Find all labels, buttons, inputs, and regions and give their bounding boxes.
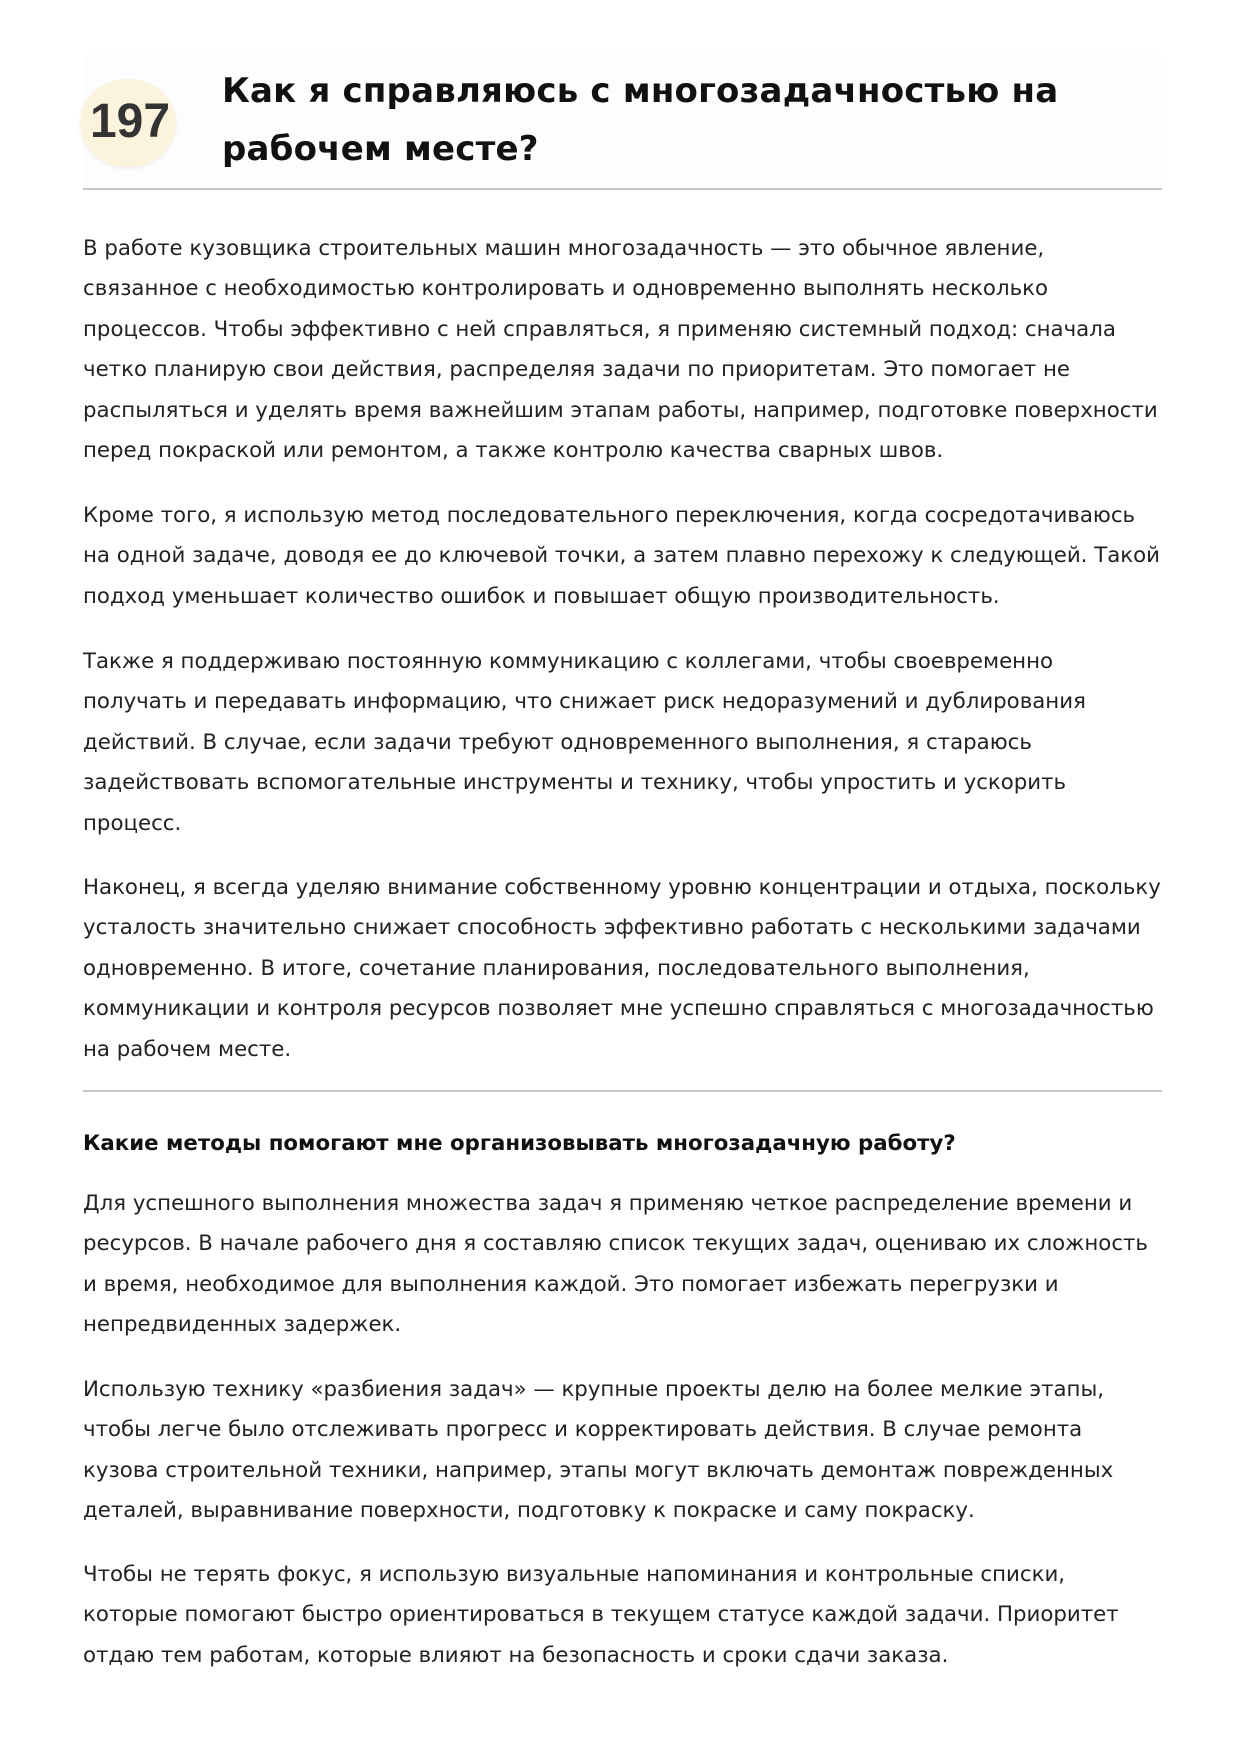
followup-question-title: Какие методы помогают мне организовывать многозадачную работу? [83,1131,956,1156]
followup-paragraph: Использую технику «разбиения задач» — крупные проекты делю на более мелкие этапы, чтобы легче было отслеживать прогресс и корректировать действия. В случае ремонта кузова строительной техники, например, этапы могут включать демонтаж поврежденных деталей, выравнивание поверхности, подготовку к покраске и саму покраску. [83,1377,1114,1524]
followup-paragraph: Чтобы не терять фокус, я использую визуальные напоминания и контрольные списки, которые помогают быстро ориентироваться в текущем статусе каждой задачи. Приоритет отдаю тем работам, которые влияют на безопасность и сроки сдачи заказа. [83,1562,1119,1668]
question-title: Как я справляюсь с многозадачностью на рабочем месте? [222,71,1059,169]
section-divider [83,1090,1162,1092]
answer-paragraph: Также я поддерживаю постоянную коммуникацию с коллегами, чтобы своевременно получать и передавать информацию, что снижает риск недоразумений и дублирования действий. В случае, если задачи требуют одновременного выполнения, я стараюсь задействовать вспомогательные инструменты и технику, чтобы упростить и ускорить процесс. [83,649,1086,836]
answer-paragraph: Наконец, я всегда уделяю внимание собственному уровню концентрации и отдыха, поскольку усталость значительно снижает способность эффективно работать с несколькими задачами одновременно. В итоге, сочетание планирования, последовательного выполнения, коммуникации и контроля ресурсов позволяет мне успешно справляться с многозадачностью на рабочем месте. [83,875,1161,1062]
answer-paragraph: В работе кузовщика строительных машин многозадачность — это обычное явление, связанное с необходимостью контролировать и одновременно выполнять несколько процессов. Чтобы эффективно с ней справляться, я применяю системный подход: сначала четко планирую свои действия, распределяя задачи по приоритетам. Это помогает не распыляться и уделять время важнейшим этапам работы, например, подготовке поверхности перед покраской или ремонтом, а также контролю качества сварных швов. [83,236,1158,464]
followup-paragraph: Для успешного выполнения множества задач я применяю четкое распределение времени и ресурсов. В начале рабочего дня я составляю список текущих задач, оцениваю их сложность и время, необходимое для выполнения каждой. Это помогает избежать перегрузки и непредвиденных задержек. [83,1191,1148,1338]
question-number: 197 [89,95,171,148]
answer-paragraph: Кроме того, я использую метод последовательного переключения, когда сосредотачиваюсь на одной задаче, доводя ее до ключевой точки, а затем плавно перехожу к следующей. Такой подход уменьшает количество ошибок и повышает общую производительность. [83,503,1161,609]
header-divider [83,188,1162,190]
